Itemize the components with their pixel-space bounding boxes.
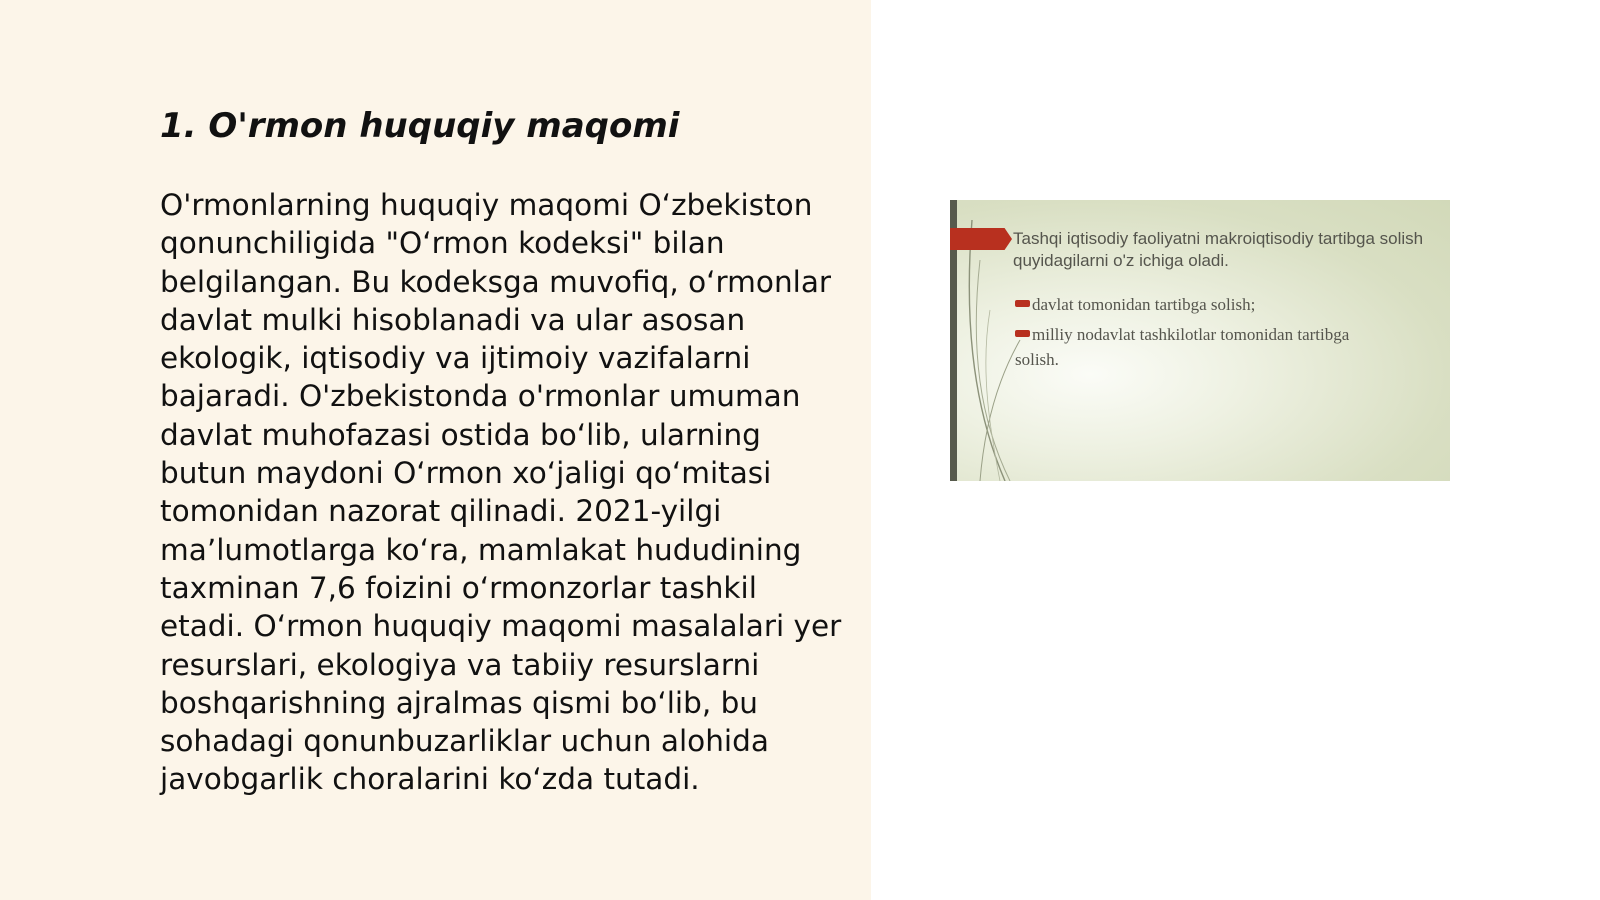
- slide-body-text: O'rmonlarning huquqiy maqomi O‘zbekiston qonunchiligida "O‘rmon kodeksi" bilan belgilangan. Bu kodeksga muvofiq, o‘rmonlar davlat mulki hisoblanadi va ular asosan ekologik, iqtisodiy va ijtimoiy vazifalarni bajaradi. O'zbekistonda o'rmonlar umuman davlat muhofazasi ostida bo‘lib, ularning butun maydoni O‘rmon xo‘jaligi qo‘mitasi tomonidan nazorat qilinadi. 2021-yilgi ma’lumotlarga ko‘ra, mamlakat hududining taxminan 7,6 foizini o‘rmonzorlar tashkil etadi. O‘rmon huquqiy maqomi masalalari yer resurslari, ekologiya va tabiiy resurslarni boshqarishning ajralmas qismi bo‘lib, bu sohadagi qonunbuzarliklar uchun alohida javobgarlik choralarini ko‘zda tutadi.: [160, 188, 842, 797]
- slide-title: 1. O'rmon huquqiy maqomi: [160, 106, 680, 146]
- embedded-bullet-item: [1015, 292, 1255, 317]
- embedded-bullet-item: [1015, 322, 1365, 372]
- embedded-heading: Tashqi iqtisodiy faoliyatni makroiqtisodiy tartibga solish quyidagilarni o'z ichiga oladi.: [1013, 229, 1424, 270]
- embedded-bullet-text: milliy nodavlat tashkilotlar tomonidan tartibga solish.: [1015, 325, 1350, 369]
- embedded-slide-image: [950, 200, 1450, 481]
- bullet-marker-icon: [1015, 330, 1030, 337]
- heading-marker-arrow: [950, 228, 1012, 250]
- embedded-bullet-text: davlat tomonidan tartibga solish;: [1032, 295, 1256, 314]
- bullet-marker-icon: [1015, 300, 1030, 307]
